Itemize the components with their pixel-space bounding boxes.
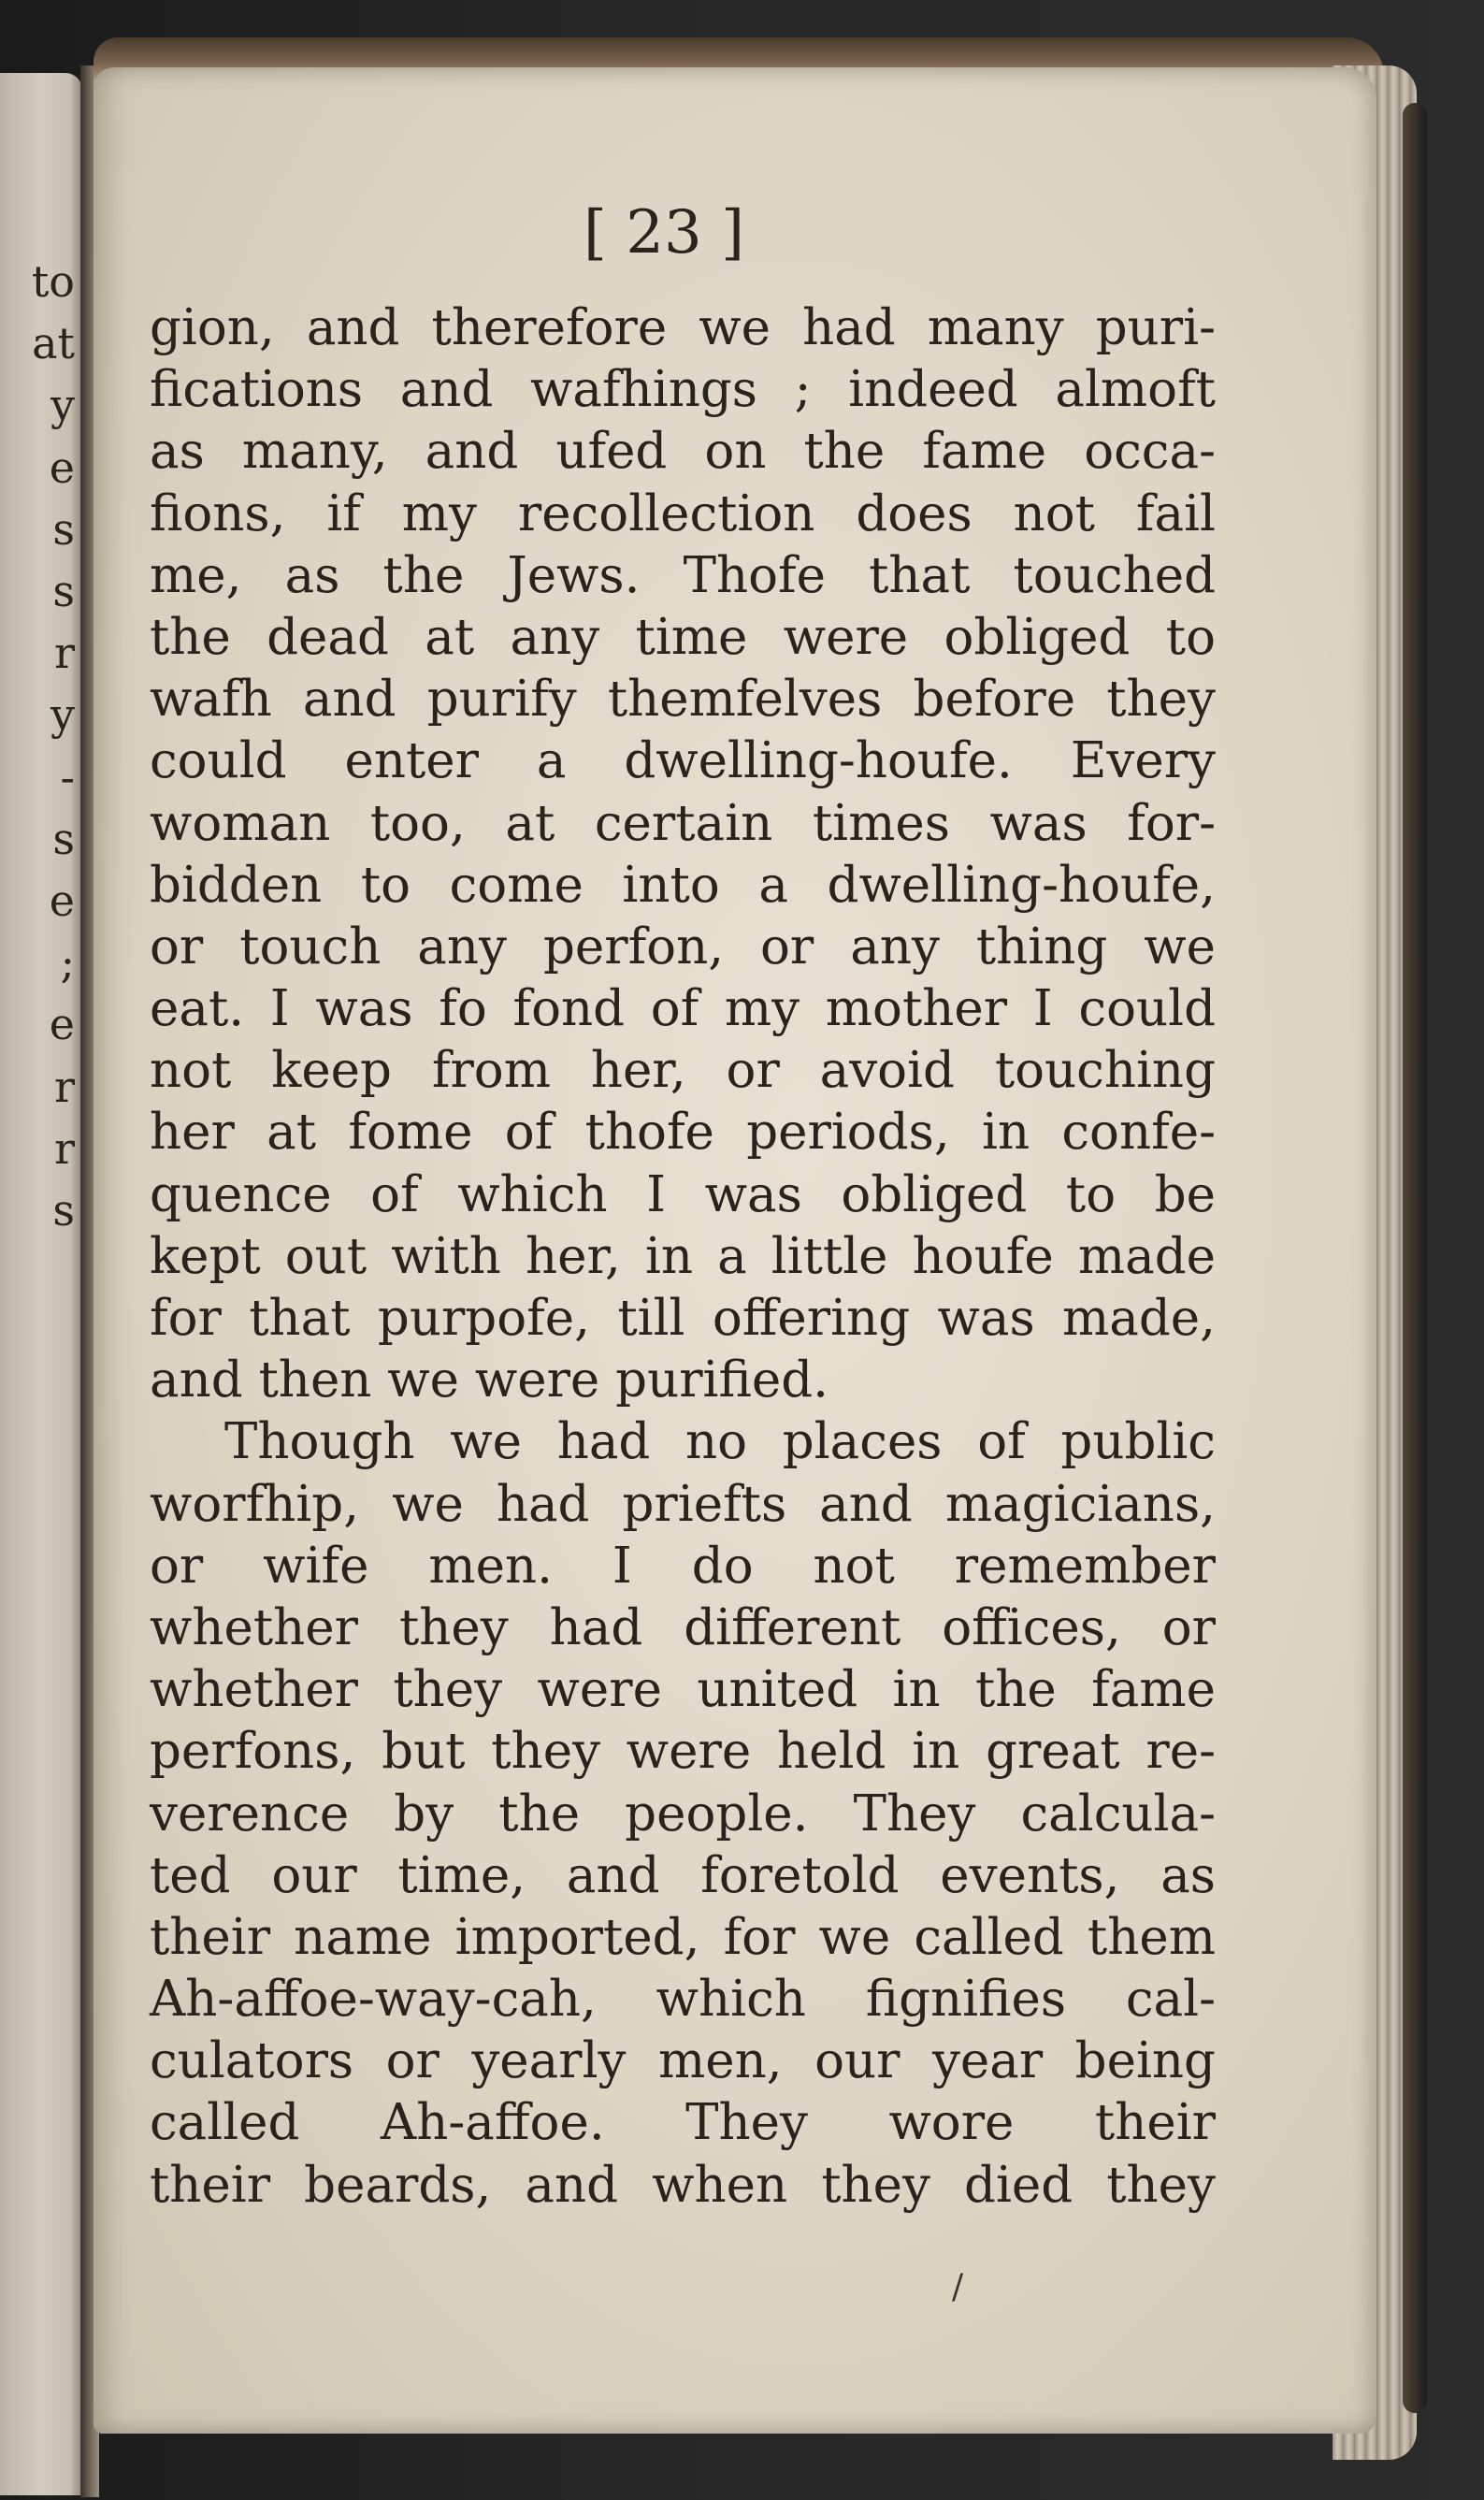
text-line: or touch any perfon, or any thing we	[150, 918, 1216, 975]
facing-fragment: s	[52, 503, 75, 555]
text-line: culators or yearly men, our year being	[150, 2032, 1216, 2090]
text-line: verence by the people. They calcula-	[150, 1785, 1216, 1842]
text-line: ted our time, and foretold events, as	[150, 1846, 1216, 1904]
text-line: their name imported, for we called them	[150, 1908, 1216, 1966]
facing-fragment: r	[54, 1122, 75, 1174]
facing-fragment: e	[49, 441, 75, 493]
text-line: kept out with her, in a little houfe made	[150, 1227, 1216, 1285]
facing-fragment: s	[52, 566, 75, 617]
paragraph-start-line: Though we had no places of public	[224, 1413, 1216, 1471]
facing-page-fragments	[0, 251, 75, 1241]
paragraph-end-line: and then we were purified.	[150, 1351, 828, 1409]
facing-fragment: r	[54, 1061, 75, 1112]
text-line: fions, if my recollection does not fail	[150, 484, 1216, 542]
text-line: or wife men. I do not remember	[150, 1537, 1216, 1595]
text-line: me, as the Jews. Thofe that touched	[150, 546, 1216, 604]
text-line: Ah-affoe-way-cah, which fignifies cal-	[150, 1971, 1216, 2029]
facing-fragment: to	[31, 256, 75, 307]
text-line: worfhip, we had priefts and magicians,	[150, 1475, 1216, 1533]
book-cover-edge	[1403, 103, 1427, 2413]
text-line: not keep from her, or avoid touching	[150, 1042, 1216, 1100]
text-line: could enter a dwelling-houfe. Every	[150, 732, 1216, 790]
facing-fragment: s	[52, 1185, 75, 1236]
text-line: as many, and ufed on the fame occa-	[150, 423, 1216, 481]
text-line: eat. I was fo fond of my mother I could	[150, 980, 1216, 1038]
text-line: her at fome of thofe periods, in confe-	[150, 1104, 1216, 1162]
facing-fragment: at	[32, 318, 75, 369]
text-line: for that purpofe, till offering was made,	[150, 1290, 1216, 1347]
text-line: quence of which I was obliged to be	[150, 1165, 1216, 1223]
text-line: gion, and therefore we had many puri-	[150, 299, 1216, 356]
facing-page-edge	[0, 73, 82, 2495]
facing-fragment: e	[49, 999, 75, 1050]
facing-fragment: -	[60, 751, 75, 802]
stray-ink-mark: /	[952, 2268, 964, 2306]
facing-fragment: ;	[60, 937, 75, 989]
text-line: wafh and purify themfelves before they	[150, 671, 1216, 729]
facing-fragment: s	[52, 813, 75, 864]
text-line: fications and wafhings ; indeed almoft	[150, 361, 1216, 419]
text-line: whether they were united in the fame	[150, 1661, 1216, 1719]
facing-fragment: y	[50, 689, 75, 741]
text-line: woman too, at certain times was for-	[150, 794, 1216, 852]
text-line: their beards, and when they died they	[150, 2156, 1216, 2214]
text-line: bidden to come into a dwelling-houfe,	[150, 856, 1216, 914]
text-line: called Ah-affoe. They wore their	[150, 2094, 1216, 2152]
text-line: whether they had different offices, or	[150, 1598, 1216, 1656]
page-number: [ 23 ]	[583, 198, 745, 267]
text-line: perfons, but they were held in great re-	[150, 1723, 1216, 1781]
facing-fragment: e	[49, 875, 75, 927]
text-line: the dead at any time were obliged to	[150, 608, 1216, 666]
facing-fragment: y	[50, 380, 75, 431]
page-text	[150, 297, 1216, 2217]
facing-fragment: r	[54, 628, 75, 679]
